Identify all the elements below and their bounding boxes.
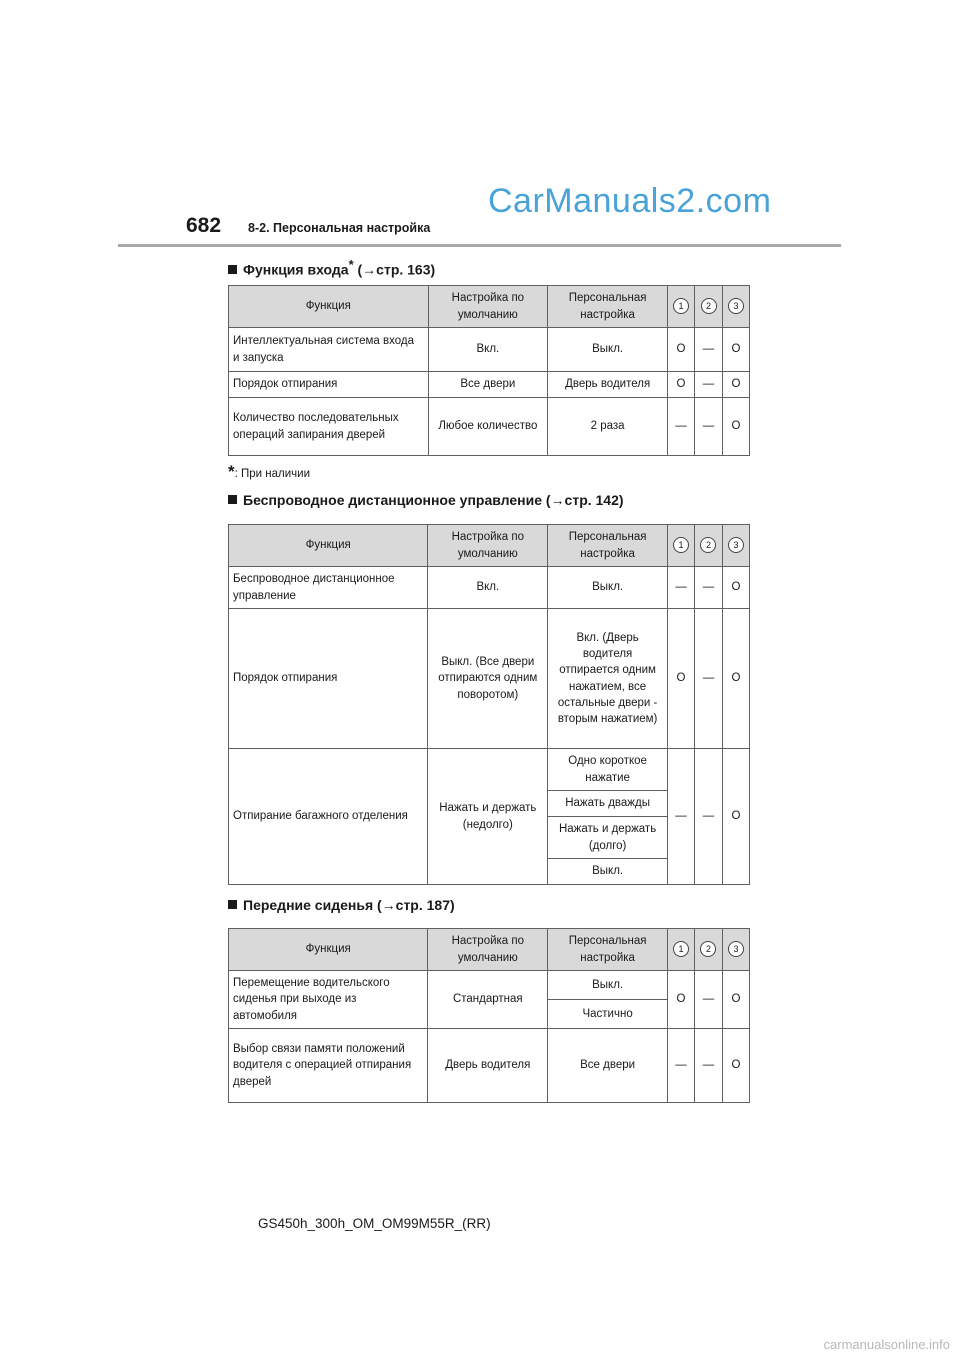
site-watermark: carmanualsonline.info: [823, 1337, 950, 1352]
table-row: Выкл.: [229, 859, 750, 885]
footnote: *: При наличии: [228, 462, 311, 481]
circle-2-icon: 2: [700, 537, 716, 553]
table-row: Нажать дважды: [229, 791, 750, 817]
section-heading-seats: Передние сиденья (→стр. 187): [228, 897, 455, 913]
seats-table: [228, 928, 750, 1103]
table-row: Отпирание багажного отделения Нажать и держать (недолго) Одно короткое нажатие — — O: [229, 749, 750, 791]
circle-3-icon: 3: [728, 298, 744, 314]
circle-3-icon: 3: [728, 941, 744, 957]
section-heading-remote: Беспроводное дистанционное управление (→стр. 142): [228, 492, 624, 508]
table-row: Порядок отпирания Выкл. (Все двери отпираются одним поворотом) Вкл. (Дверь водителя отпирается одним нажатием, все остальные двери - вторым нажатием) O — O: [229, 609, 750, 749]
circle-2-icon: 2: [701, 298, 717, 314]
square-bullet-icon: [228, 495, 237, 504]
table-row: Перемещение водительского сиденья при выходе из автомобиля Стандартная Выкл. O — O: [229, 971, 750, 1000]
table-row: Порядок отпирания Все двери Дверь водителя O — O: [229, 372, 750, 398]
table-row: Выбор связи памяти положений водителя с операцией отпирания дверей Дверь водителя Все двери — — O: [229, 1029, 750, 1103]
table-row: Частично: [229, 1000, 750, 1029]
table-header-row: Функция Настройка по умолчанию Персональная настройка 1 2 3: [229, 286, 750, 328]
asterisk: *: [228, 462, 235, 481]
circle-1-icon: 1: [673, 941, 689, 957]
section-title: 8-2. Персональная настройка: [248, 221, 431, 235]
asterisk: *: [348, 257, 354, 272]
remote-table: [228, 524, 750, 885]
square-bullet-icon: [228, 265, 237, 274]
table-row: Беспроводное дистанционное управление Вкл. Выкл. — — O: [229, 567, 750, 609]
header-divider: [118, 244, 841, 247]
section-heading-entry: Функция входа* (→стр. 163): [228, 257, 435, 278]
table-header-row: Функция Настройка по умолчанию Персональная настройка 1 2 3: [229, 525, 750, 567]
circle-1-icon: 1: [673, 537, 689, 553]
table-row: Нажать и держать (долго): [229, 817, 750, 859]
square-bullet-icon: [228, 900, 237, 909]
table-row: Количество последовательных операций запирания дверей Любое количество 2 раза — — O: [229, 398, 750, 456]
table-header-row: Функция Настройка по умолчанию Персональная настройка 1 2 3: [229, 929, 750, 971]
circle-3-icon: 3: [728, 537, 744, 553]
page-number: 682: [186, 214, 222, 237]
document-code: GS450h_300h_OM_OM99M55R_(RR): [258, 1216, 491, 1231]
watermark: CarManuals2.com: [488, 182, 772, 220]
table-row: Интеллектуальная система входа и запуска Вкл. Выкл. O — O: [229, 328, 750, 372]
circle-2-icon: 2: [700, 941, 716, 957]
circle-1-icon: 1: [673, 298, 689, 314]
entry-table: [228, 285, 750, 456]
